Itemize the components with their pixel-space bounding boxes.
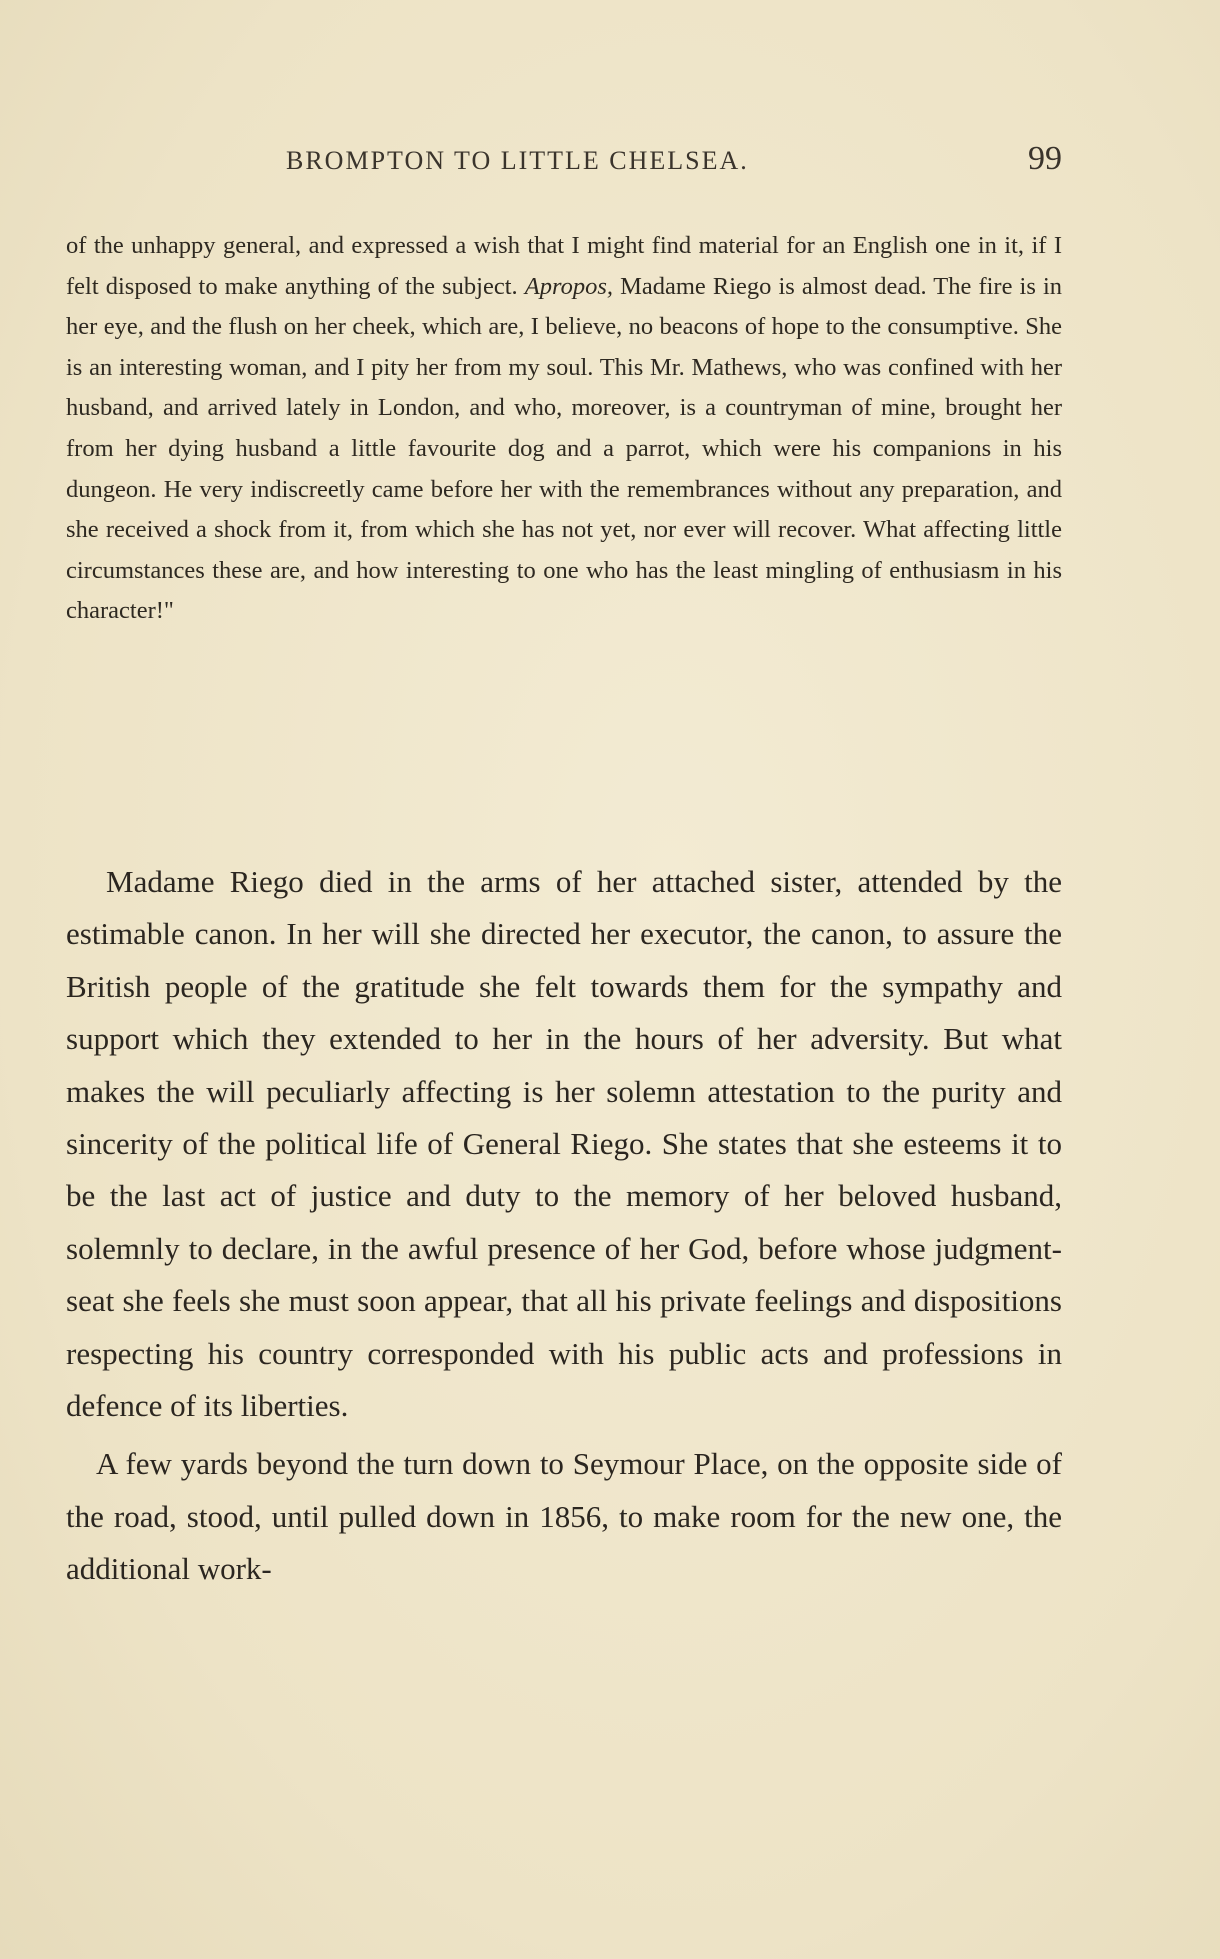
body-paragraph-1: Madame Riego died in the arms of her attached sister, attended by the estimable canon. In her will she directed her executor, the canon, to assure the British people of the gratitude she felt towards them for the sympathy and support which they extended to her in the hours of her adversity. But what makes the will peculiarly affecting is her solemn attestation to the purity and sincerity of the political life of General Riego. She states that she esteems it to be the last act of justice and duty to the memory of her beloved husband, solemnly to declare, in the awful presence of her God, before whose judgment-seat she feels she must soon appear, that all his private feelings and dispositions respecting his country corresponded with his public acts and professions in defence of its liberties. xyxy=(66,864,1062,1424)
running-head: BROMPTON TO LITTLE CHELSEA. xyxy=(286,146,749,175)
quote-paragraph xyxy=(66,226,1062,632)
quote-text-start: of the unhappy general, and expressed a wish that I might find material for an English one in it, if I felt disposed to make anything of the subject. xyxy=(66,232,1062,300)
body-text xyxy=(66,856,1062,1596)
quoted-letter-excerpt xyxy=(66,226,1062,632)
body-paragraph-2: A few yards beyond the turn down to Seymour Place, on the opposite side of the road, stood, until pulled down in 1856, to make room for the new one, the additional work- xyxy=(66,1446,1062,1587)
page-number: 99 xyxy=(1028,140,1062,177)
quote-italic-word: Apropos, xyxy=(524,272,613,300)
page-header xyxy=(286,140,1066,184)
quote-text-end: Madame Riego is almost dead. The fire is in her eye, and the flush on her cheek, which are, I believe, no beacons of hope to the consumptive. She is an interesting woman, and I pity her from my soul. This Mr. Mathews, who was confined with her husband, and arrived lately in London, and who, moreover, is a countryman of mine, brought her from her dying husband a little favourite dog and a parrot, which were his companions in his dungeon. He very indiscreetly came before her with the remembrances without any preparation, and she received a shock from it, from which she has not yet, nor ever will recover. What affecting little circumstances these are, and how interesting to one who has the least mingling of enthusiasm in his character!" xyxy=(66,272,1063,625)
